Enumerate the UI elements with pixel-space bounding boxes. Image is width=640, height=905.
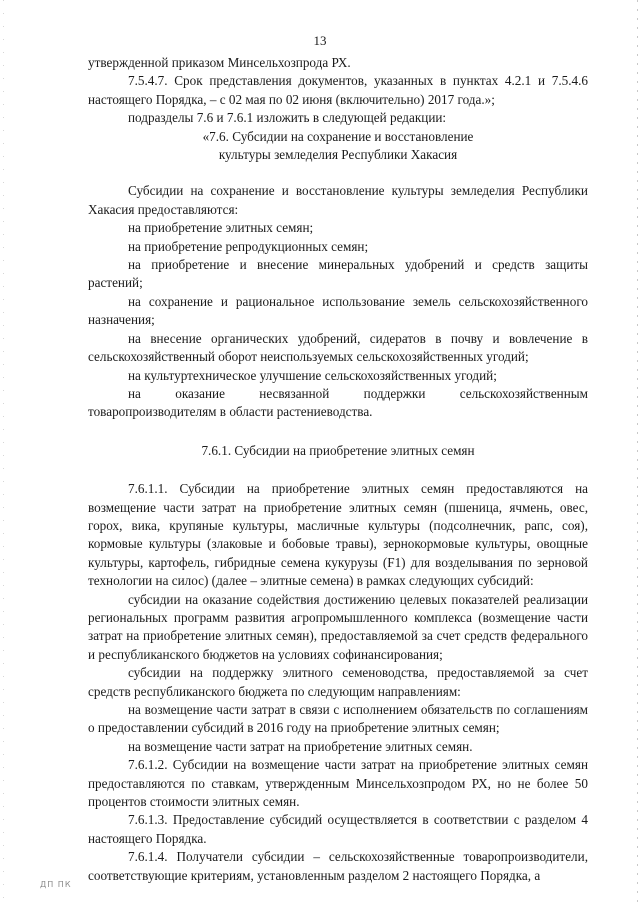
section-heading-line-2: культуры земледелия Республики Хакасия (218, 147, 458, 163)
list-item: на возмещение части затрат в связи с исполнением обязательств по соглашениям о предоставлении субсидий в 2016 году на приобретение элитных семян; (88, 702, 588, 736)
paragraph-subsidy-elite-seeds: субсидии на поддержку элитного семеноводства, предоставляемой за счет средств республиканского бюджета по следующим направлениям: (88, 665, 588, 699)
paragraph-7-6-1-3: 7.6.1.3. Предоставление субсидий осуществляется в соответствии с разделом 4 настоящего Порядка. (88, 812, 588, 846)
list-item: на приобретение и внесение минеральных удобрений и средств защиты растений; (88, 257, 588, 291)
list-item: на приобретение репродукционных семян; (128, 238, 369, 254)
list-item: на возмещение части затрат на приобретение элитных семян. (128, 738, 473, 754)
scan-edge-right (637, 0, 638, 905)
paragraph-7-6-1-4: 7.6.1.4. Получатели субсидии – сельскохозяйственные товаропроизводители, соответствующие критериям, установленным разделом 2 настоящего Порядка, а (88, 849, 588, 883)
paragraph-amendment-intro: подразделы 7.6 и 7.6.1 изложить в следующей редакции: (128, 110, 447, 126)
paragraph-7-5-4-7: 7.5.4.7. Срок представления документов, указанных в пунктах 4.2.1 и 7.5.4.6 настоящего Порядка, – с 02 мая по 02 июня (включительно) 2017 года.»; (88, 73, 588, 107)
list-item: на внесение органических удобрений, сидератов в почву и вовлечение в сельскохозяйственный оборот неиспользуемых сельскохозяйственных угодий; (88, 330, 588, 365)
scan-edge-left (3, 0, 4, 905)
paragraph-continuation: утвержденной приказом Минсельхозпрода РХ. (88, 55, 351, 70)
paragraph-subsidies-intro: Субсидии на сохранение и восстановление культуры земледелия Республики Хакасия предоставляются: (88, 183, 588, 217)
section-heading-line-1: «7.6. Субсидии на сохранение и восстановление (202, 128, 474, 144)
paragraph-7-6-1-2: 7.6.1.2. Субсидии на возмещение части затрат на приобретение элитных семян предоставляются по ставкам, утвержденным Минсельхозпродом РХ, но не более 50 процентов стоимости элитных семян. (88, 757, 588, 810)
paragraph-7-6-1-1: 7.6.1.1. Субсидии на приобретение элитных семян предоставляются на возмещение части затрат на приобретение элитных семян (пшеница, ячмень, овес, горох, вика, крупяные культуры, масличные культуры (подсолнечник, рапс, соя), кормовые культуры (злаковые и бобовые травы), зернокормовые культуры, овощные культуры, картофель, гибридные семена кукурузы (F1) для возделывания по зерновой технологии на силос) (далее – элитные семена) в рамках следующих субсидий: (88, 481, 588, 589)
list-item: на культуртехническое улучшение сельскохозяйственных угодий; (128, 367, 497, 383)
list-item: на оказание несвязанной поддержки сельскохозяйственным товаропроизводителям в области растениеводства. (88, 385, 588, 420)
list-item: на сохранение и рациональное использование земель сельскохозяйственного назначения; (88, 293, 588, 328)
paragraph-subsidy-federal: субсидии на оказание содействия достижению целевых показателей реализации региональных программ развития агропромышленного комплекса (возмещение части затрат на приобретение элитных семян), предоставляемой за счет средств федерального и республиканского бюджетов на условиях софинансирования; (88, 591, 588, 662)
list-item: на приобретение элитных семян; (128, 220, 314, 236)
scan-stamp-mark: ДП ПК (40, 880, 72, 889)
page-number: 13 (313, 33, 327, 48)
document-body (88, 54, 588, 885)
subsection-heading-7-6-1: 7.6.1. Субсидии на приобретение элитных семян (201, 442, 475, 458)
